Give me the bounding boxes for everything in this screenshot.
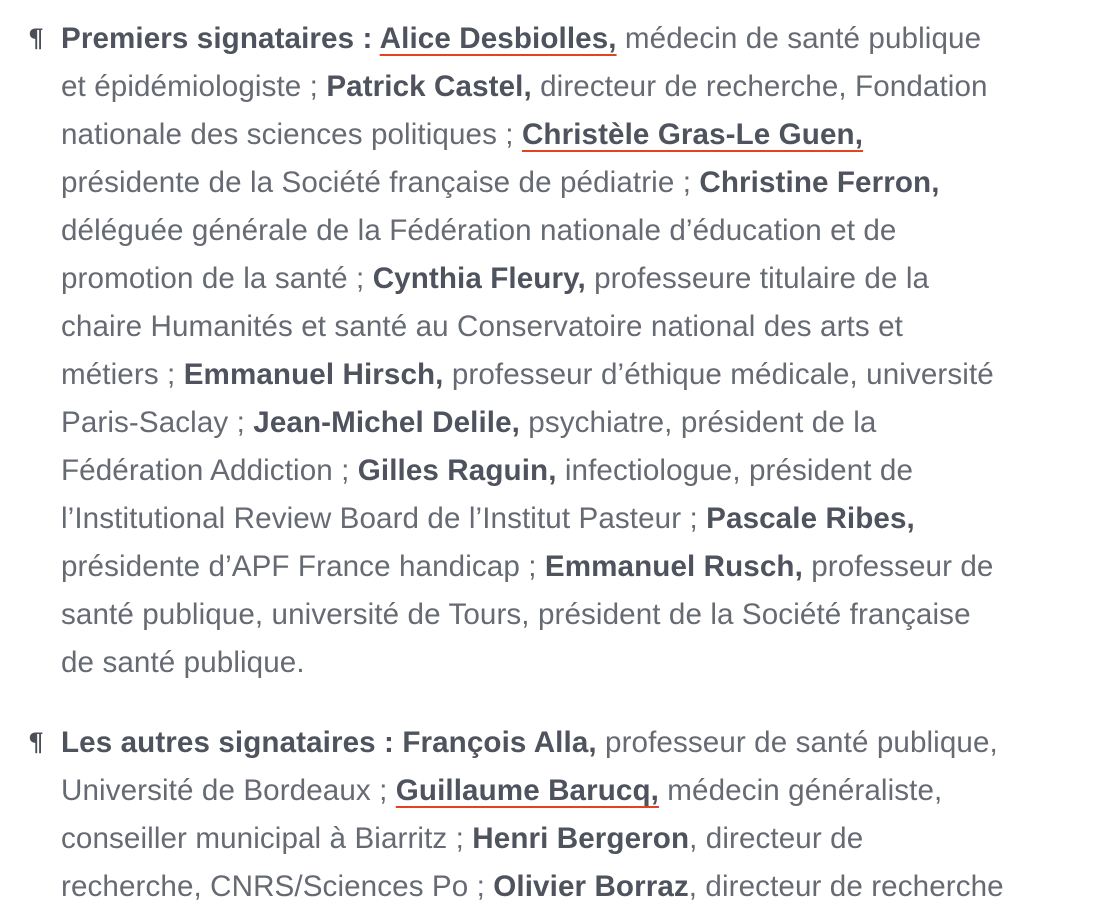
text-line: [61, 351, 1101, 399]
signatory-name: Emmanuel Rusch,: [544, 550, 803, 583]
signatory-role: professeur d’éthique médicale, université: [443, 358, 994, 391]
signatory-role: de santé publique.: [61, 646, 305, 679]
signatory-link-christele-gras-le-guen[interactable]: Christèle Gras-Le Guen,: [521, 118, 864, 151]
signatory-role: promotion de la santé ;: [61, 262, 373, 295]
signatory-name: Henri Bergeron: [472, 822, 690, 855]
pilcrow-icon: ¶: [28, 728, 44, 757]
signatory-role: présidente d’APF France handicap ;: [61, 550, 545, 583]
text-line: [61, 495, 1101, 543]
text-line: [61, 447, 1101, 495]
signatory-link-alice-desbiolles[interactable]: Alice Desbiolles,: [379, 22, 617, 55]
signatory-role: , directeur de recherche: [688, 870, 1004, 903]
signatory-role: , directeur de: [689, 822, 864, 855]
text-line: [61, 863, 1101, 911]
text-line: [61, 815, 1101, 863]
signatory-role: présidente de la Société française de pédiatrie ;: [61, 166, 700, 199]
signatory-role: conseiller municipal à Biarritz ;: [61, 822, 473, 855]
text-line: [61, 639, 1101, 687]
signatory-role: professeur de santé publique,: [596, 726, 998, 759]
text-line: [61, 207, 1101, 255]
signatory-name: Jean-Michel Delile,: [253, 406, 520, 439]
signatory-role: professeure titulaire de la: [585, 262, 930, 295]
signatory-name: Olivier Borraz: [493, 870, 689, 903]
text-line: [61, 767, 1101, 815]
signatory-role: nationale des sciences politiques ;: [61, 118, 522, 151]
pilcrow-icon: ¶: [28, 24, 44, 53]
text-line: [61, 159, 1101, 207]
signatory-role: et épidémiologiste ;: [61, 70, 327, 103]
section-label: Premiers signataires :: [61, 22, 380, 55]
text-line: [61, 63, 1101, 111]
signatory-name: Patrick Castel,: [326, 70, 532, 103]
signatory-link-guillaume-barucq[interactable]: Guillaume Barucq,: [395, 774, 659, 807]
signatory-role: Paris-Saclay ;: [61, 406, 254, 439]
paragraph-text: [61, 15, 1101, 687]
signatory-name: François Alla,: [402, 726, 597, 759]
signatory-name: Emmanuel Hirsch,: [183, 358, 444, 391]
text-line: [61, 303, 1101, 351]
signatory-role: Université de Bordeaux ;: [61, 774, 396, 807]
signatory-role: l’Institutional Review Board de l’Institut Pasteur ;: [61, 502, 707, 535]
signatory-role: chaire Humanités et santé au Conservatoire national des arts et: [61, 310, 903, 343]
text-line: [61, 111, 1101, 159]
signatory-name: Gilles Raguin,: [357, 454, 557, 487]
text-line: [61, 591, 1101, 639]
signatory-name: Christine Ferron,: [699, 166, 940, 199]
paragraph-text: [61, 719, 1101, 911]
text-line: [61, 543, 1101, 591]
text-line: [61, 719, 1101, 767]
signatory-role: santé publique, université de Tours, président de la Société française: [61, 598, 971, 631]
text-line: [61, 255, 1101, 303]
signatory-role: infectiologue, président de: [556, 454, 914, 487]
text-line: [61, 15, 1101, 63]
signatory-name: Pascale Ribes,: [706, 502, 915, 535]
signatory-role: professeur de: [802, 550, 994, 583]
signatory-name: Cynthia Fleury,: [372, 262, 586, 295]
signatory-role: Fédération Addiction ;: [61, 454, 358, 487]
signatory-role: psychiatre, président de la: [519, 406, 877, 439]
signatory-role: déléguée générale de la Fédération nationale d’éducation et de: [61, 214, 897, 247]
signatory-role: métiers ;: [61, 358, 184, 391]
signatory-role: directeur de recherche, Fondation: [531, 70, 988, 103]
signatory-role: recherche, CNRS/Sciences Po ;: [61, 870, 494, 903]
signatory-role: médecin de santé publique: [616, 22, 982, 55]
text-line: [61, 399, 1101, 447]
section-label: Les autres signataires :: [61, 726, 403, 759]
signatory-role: médecin généraliste,: [658, 774, 943, 807]
